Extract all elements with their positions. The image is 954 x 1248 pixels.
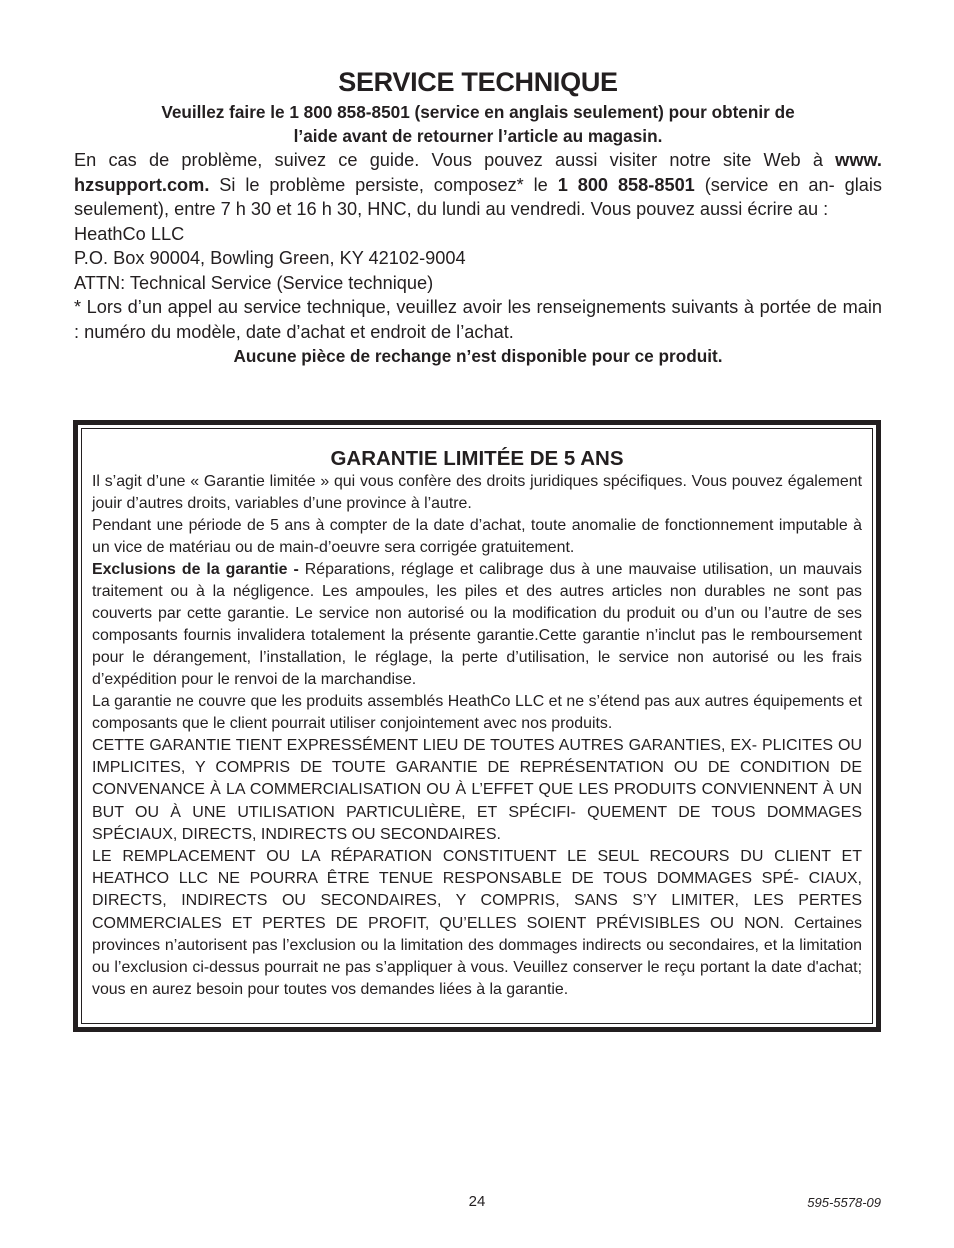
service-section (74, 66, 882, 368)
intro-text-c: (service en an- glais seulement), entre 7 h 30 et 16 h 30, HNC, du lundi au vendredi. Vous pouvez aussi écrire au : (74, 174, 882, 219)
address-attention: ATTN: Technical Service (Service technique) (74, 272, 434, 293)
call-note: * Lors d’un appel au service technique, veuillez avoir les renseignements suivants à portée de main : numéro du modèle, date d’achat et endroit de l’achat. (74, 297, 882, 342)
service-title: SERVICE TECHNIQUE (338, 67, 618, 97)
call-notice-line-2: l’aide avant de retourner l’article au magasin. (293, 126, 663, 146)
support-phone-number: 1 800 858-8501 (557, 174, 695, 195)
warranty-paragraph-remedy (92, 846, 862, 1001)
warranty-box (73, 420, 881, 1032)
page-number: 24 (468, 1193, 486, 1210)
remedy-caps-text: LE REMPLACEMENT OU LA RÉPARATION CONSTITUENT LE SEUL RECOURS DU CLIENT ET HEATHCO LLC NE POURRA ÊTRE TENUE RESPONSABLE DE TOUS DOMMAGES SPÉ- CIAUX, DIRECTS, INDIRECTS OU SECONDAIRES, Y COMPRIS, SANS S’Y LIMITER, LES PERTES COMMERCIALES ET PERTES DE PROFIT, QU’ELLES SOIENT PRÉVISIBLES OU NON. (92, 848, 862, 932)
warranty-content (92, 447, 862, 1001)
warranty-paragraph-disclaimer: CETTE GARANTIE TIENT EXPRESSÉMENT LIEU DE TOUTES AUTRES GARANTIES, EX- PLICITES OU IMPLICITES, Y COMPRIS DE TOUTE GARANTIE DE REPRÉSENTATION OU DE CONDITION DE CONVENANCE À LA COMMERCIALISATION OU À L’EFFET QUE LES PRODUITS CONVIENNENT À UN BUT OU À UNE UTILISATION PARTICULIÈRE, ET SPÉCIFI- QUEMENT DE TOUS DOMMAGES SPÉCIAUX, DIRECTS, INDIRECTS OU SECONDAIRES. (92, 737, 862, 843)
warranty-paragraph-rights: Il s’agit d’une « Garantie limitée » qui vous confère des droits juridiques spécifiques. Vous pouvez également jouir d’autres droits, variables d’une province à l’autre. (92, 473, 862, 512)
call-notice-line-1: Veuillez faire le 1 800 858-8501 (service en anglais seulement) pour obtenir de (161, 102, 795, 122)
warranty-paragraph-coverage: La garantie ne couvre que les produits assemblés HeathCo LLC et ne s’étend pas aux autres équipements et composants que le client pourrait utiliser conjointement avec nos produits. (92, 693, 862, 732)
warranty-title: GARANTIE LIMITÉE DE 5 ANS (330, 447, 624, 470)
warranty-paragraph-period: Pendant une période de 5 ans à compter de la date d’achat, toute anomalie de fonctionnement imputable à un vice de matériau ou de main-d’oeuvre sera corrigée gratuitement. (92, 517, 862, 556)
intro-text-b: Si le problème persiste, composez* le (209, 174, 558, 195)
address-name: HeathCo LLC (74, 223, 185, 244)
intro-text-a: En cas de problème, suivez ce guide. Vous pouvez aussi visiter notre site Web à (74, 150, 836, 170)
remedy-rest-text: Certaines provinces n’autorisent pas l’exclusion ou la limitation des dommages indirects ou secondaires, et la limitation ou l’exclusion ci-dessus pourrait ne pas s’appliquer à vous. Veuillez conserver le reçu portant la date d'achat; vous en aurez besoin pour toutes vos demandes liées à la garantie. (92, 914, 862, 999)
document-number: 595-5578-09 (807, 1195, 881, 1210)
address-po-box: P.O. Box 90004, Bowling Green, KY 42102-9004 (74, 248, 466, 268)
exclusions-text: Réparations, réglage et calibrage dus à une mauvaise utilisation, un mauvais traitement ou à la négligence. Les ampoules, les piles et des autres articles non durables ne sont pas couverts par cette garantie. Le service non autorisé ou la modification du produit ou d’un ou l’autre de ses composants fournis invalidera totalement la présente garantie.Cette garantie n’inclut pas le remboursement pour le dérangement, l’installation, le réglage, la perte d’utilisation, le service non autorisé ou les frais d’expédition pour le renvoi de la marchandise. (92, 561, 862, 688)
exclusions-label: Exclusions de la garantie - (92, 561, 305, 578)
no-parts-notice: Aucune pièce de rechange n’est disponible pour ce produit. (233, 346, 723, 366)
intro-paragraph (74, 148, 882, 222)
warranty-inner-border (81, 428, 873, 1024)
warranty-paragraph-exclusions (92, 559, 862, 691)
support-website-link[interactable]: www. hzsupport.com. (74, 150, 882, 195)
